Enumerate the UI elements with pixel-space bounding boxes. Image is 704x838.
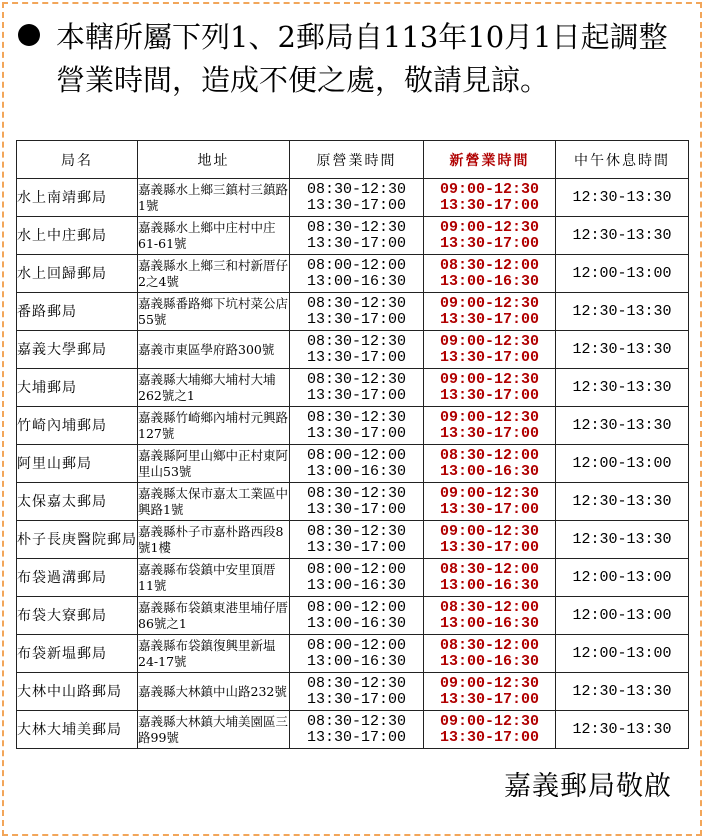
new-hours — [424, 331, 556, 369]
original-hours-pm: 13:30-17:00 — [306, 386, 407, 404]
original-hours-am: 08:00-12:00 — [306, 598, 407, 616]
table-row — [17, 179, 689, 217]
original-hours-pm: 13:00-16:30 — [306, 576, 407, 594]
table-row — [17, 597, 689, 635]
original-hours-am: 08:00-12:00 — [306, 560, 407, 578]
new-hours-am: 09:00-12:30 — [439, 674, 540, 692]
office-address: 嘉義市東區學府路300號 — [138, 331, 290, 369]
new-hours-am: 09:00-12:30 — [439, 408, 540, 426]
new-hours-pm: 13:30-17:00 — [439, 234, 540, 252]
new-hours — [424, 559, 556, 597]
new-hours-am: 08:30-12:00 — [439, 560, 540, 578]
new-hours-pm: 13:30-17:00 — [439, 196, 540, 214]
new-hours — [424, 369, 556, 407]
office-address: 嘉義縣水上鄉中庄村中庄61-61號 — [138, 217, 290, 255]
new-hours-pm: 13:30-17:00 — [439, 500, 540, 518]
new-hours — [424, 521, 556, 559]
original-hours-pm: 13:30-17:00 — [306, 500, 407, 518]
table-row — [17, 255, 689, 293]
original-hours-pm: 13:00-16:30 — [306, 614, 407, 632]
new-hours — [424, 711, 556, 749]
lunch-break: 12:30-13:30 — [556, 407, 689, 445]
table-header-row — [17, 141, 689, 179]
original-hours — [290, 293, 424, 331]
office-address: 嘉義縣水上鄉三鎮村三鎮路1號 — [138, 179, 290, 217]
original-hours-pm: 13:30-17:00 — [306, 538, 407, 556]
new-hours — [424, 597, 556, 635]
original-hours-pm: 13:30-17:00 — [306, 424, 407, 442]
new-hours — [424, 179, 556, 217]
original-hours-am: 08:00-12:00 — [306, 446, 407, 464]
original-hours — [290, 369, 424, 407]
new-hours — [424, 483, 556, 521]
new-hours-am: 08:30-12:00 — [439, 636, 540, 654]
lunch-break: 12:30-13:30 — [556, 711, 689, 749]
original-hours-am: 08:30-12:30 — [306, 674, 407, 692]
hours-table — [16, 140, 689, 749]
original-hours-pm: 13:30-17:00 — [306, 196, 407, 214]
office-name: 竹崎內埔郵局 — [17, 407, 138, 445]
office-address: 嘉義縣大林鎮中山路232號 — [138, 673, 290, 711]
lunch-break: 12:30-13:30 — [556, 217, 689, 255]
lunch-break: 12:00-13:00 — [556, 597, 689, 635]
new-hours-pm: 13:30-17:00 — [439, 310, 540, 328]
original-hours — [290, 445, 424, 483]
table-row — [17, 217, 689, 255]
original-hours — [290, 331, 424, 369]
header-office-name: 局名 — [17, 141, 138, 179]
lunch-break: 12:30-13:30 — [556, 673, 689, 711]
original-hours — [290, 711, 424, 749]
office-name: 嘉義大學郵局 — [17, 331, 138, 369]
original-hours-am: 08:00-12:00 — [306, 256, 407, 274]
lunch-break: 12:30-13:30 — [556, 293, 689, 331]
lunch-break: 12:00-13:00 — [556, 635, 689, 673]
new-hours-am: 09:00-12:30 — [439, 294, 540, 312]
table-row — [17, 445, 689, 483]
office-address: 嘉義縣番路鄉下坑村菜公店55號 — [138, 293, 290, 331]
table-row — [17, 331, 689, 369]
new-hours-am: 09:00-12:30 — [439, 522, 540, 540]
header-lunch-break: 中午休息時間 — [556, 141, 689, 179]
new-hours-pm: 13:00-16:30 — [439, 576, 540, 594]
original-hours-am: 08:30-12:30 — [306, 712, 407, 730]
office-name: 布袋過溝郵局 — [17, 559, 138, 597]
table-body — [17, 179, 689, 749]
original-hours-pm: 13:00-16:30 — [306, 272, 407, 290]
table-row — [17, 293, 689, 331]
new-hours — [424, 445, 556, 483]
new-hours-am: 09:00-12:30 — [439, 180, 540, 198]
lunch-break: 12:30-13:30 — [556, 521, 689, 559]
table-row — [17, 711, 689, 749]
original-hours — [290, 217, 424, 255]
original-hours — [290, 521, 424, 559]
new-hours-am: 09:00-12:30 — [439, 218, 540, 236]
header-address: 地址 — [138, 141, 290, 179]
new-hours-pm: 13:00-16:30 — [439, 462, 540, 480]
original-hours-am: 08:30-12:30 — [306, 484, 407, 502]
notice-headline — [18, 16, 690, 102]
original-hours-am: 08:30-12:30 — [306, 294, 407, 312]
original-hours — [290, 597, 424, 635]
original-hours-pm: 13:30-17:00 — [306, 348, 407, 366]
office-address: 嘉義縣阿里山鄉中正村東阿里山53號 — [138, 445, 290, 483]
office-address: 嘉義縣竹崎鄉內埔村元興路127號 — [138, 407, 290, 445]
office-name: 大林大埔美郵局 — [17, 711, 138, 749]
table-row — [17, 521, 689, 559]
table-row — [17, 559, 689, 597]
original-hours-am: 08:00-12:00 — [306, 636, 407, 654]
bullet-icon — [18, 24, 40, 46]
original-hours — [290, 559, 424, 597]
new-hours-am: 09:00-12:30 — [439, 332, 540, 350]
office-address: 嘉義縣大林鎮大埔美園區三路99號 — [138, 711, 290, 749]
original-hours — [290, 179, 424, 217]
original-hours-am: 08:30-12:30 — [306, 370, 407, 388]
office-name: 番路郵局 — [17, 293, 138, 331]
new-hours-am: 08:30-12:00 — [439, 598, 540, 616]
original-hours — [290, 407, 424, 445]
new-hours-am: 08:30-12:00 — [439, 256, 540, 274]
original-hours — [290, 255, 424, 293]
original-hours-pm: 13:30-17:00 — [306, 310, 407, 328]
original-hours-am: 08:30-12:30 — [306, 180, 407, 198]
new-hours-am: 08:30-12:00 — [439, 446, 540, 464]
original-hours — [290, 635, 424, 673]
new-hours-pm: 13:30-17:00 — [439, 728, 540, 746]
office-name: 大埔郵局 — [17, 369, 138, 407]
new-hours — [424, 255, 556, 293]
original-hours — [290, 483, 424, 521]
table-row — [17, 673, 689, 711]
office-name: 朴子長庚醫院郵局 — [17, 521, 138, 559]
office-address: 嘉義縣太保市嘉太工業區中興路1號 — [138, 483, 290, 521]
new-hours-pm: 13:30-17:00 — [439, 538, 540, 556]
original-hours-am: 08:30-12:30 — [306, 522, 407, 540]
new-hours-pm: 13:30-17:00 — [439, 424, 540, 442]
signature: 嘉義郵局敬啟 — [504, 771, 672, 802]
original-hours-pm: 13:00-16:30 — [306, 462, 407, 480]
header-new-hours: 新營業時間 — [424, 141, 556, 179]
new-hours-pm: 13:30-17:00 — [439, 348, 540, 366]
office-name: 阿里山郵局 — [17, 445, 138, 483]
table-row — [17, 483, 689, 521]
original-hours-pm: 13:00-16:30 — [306, 652, 407, 670]
new-hours — [424, 673, 556, 711]
lunch-break: 12:30-13:30 — [556, 179, 689, 217]
lunch-break: 12:00-13:00 — [556, 559, 689, 597]
header-original-hours: 原營業時間 — [290, 141, 424, 179]
original-hours-pm: 13:30-17:00 — [306, 234, 407, 252]
original-hours-pm: 13:30-17:00 — [306, 690, 407, 708]
office-name: 布袋新塭郵局 — [17, 635, 138, 673]
office-name: 水上中庄郵局 — [17, 217, 138, 255]
office-name: 布袋大寮郵局 — [17, 597, 138, 635]
lunch-break: 12:30-13:30 — [556, 483, 689, 521]
new-hours-pm: 13:00-16:30 — [439, 652, 540, 670]
new-hours — [424, 635, 556, 673]
lunch-break: 12:00-13:00 — [556, 445, 689, 483]
new-hours-pm: 13:00-16:30 — [439, 614, 540, 632]
office-name: 水上南靖郵局 — [17, 179, 138, 217]
new-hours-am: 09:00-12:30 — [439, 712, 540, 730]
new-hours-am: 09:00-12:30 — [439, 484, 540, 502]
lunch-break: 12:00-13:00 — [556, 255, 689, 293]
office-name: 太保嘉太郵局 — [17, 483, 138, 521]
office-name: 大林中山路郵局 — [17, 673, 138, 711]
office-name: 水上回歸郵局 — [17, 255, 138, 293]
table-row — [17, 407, 689, 445]
table-row — [17, 635, 689, 673]
office-address: 嘉義縣水上鄉三和村新厝仔2之4號 — [138, 255, 290, 293]
original-hours-pm: 13:30-17:00 — [306, 728, 407, 746]
office-address: 嘉義縣布袋鎮東港里埔仔厝86號之1 — [138, 597, 290, 635]
lunch-break: 12:30-13:30 — [556, 331, 689, 369]
notice-text: 本轄所屬下列1、2郵局自113年10月1日起調整營業時間，造成不便之處，敬請見諒。 — [56, 20, 668, 97]
new-hours-pm: 13:30-17:00 — [439, 690, 540, 708]
new-hours — [424, 407, 556, 445]
new-hours — [424, 293, 556, 331]
office-address: 嘉義縣布袋鎮復興里新塭24-17號 — [138, 635, 290, 673]
table-row — [17, 369, 689, 407]
office-address: 嘉義縣布袋鎮中安里頂厝11號 — [138, 559, 290, 597]
original-hours — [290, 673, 424, 711]
new-hours — [424, 217, 556, 255]
original-hours-am: 08:30-12:30 — [306, 332, 407, 350]
new-hours-pm: 13:30-17:00 — [439, 386, 540, 404]
original-hours-am: 08:30-12:30 — [306, 408, 407, 426]
original-hours-am: 08:30-12:30 — [306, 218, 407, 236]
new-hours-am: 09:00-12:30 — [439, 370, 540, 388]
new-hours-pm: 13:00-16:30 — [439, 272, 540, 290]
office-address: 嘉義縣朴子市嘉朴路西段8號1樓 — [138, 521, 290, 559]
lunch-break: 12:30-13:30 — [556, 369, 689, 407]
office-address: 嘉義縣大埔鄉大埔村大埔262號之1 — [138, 369, 290, 407]
